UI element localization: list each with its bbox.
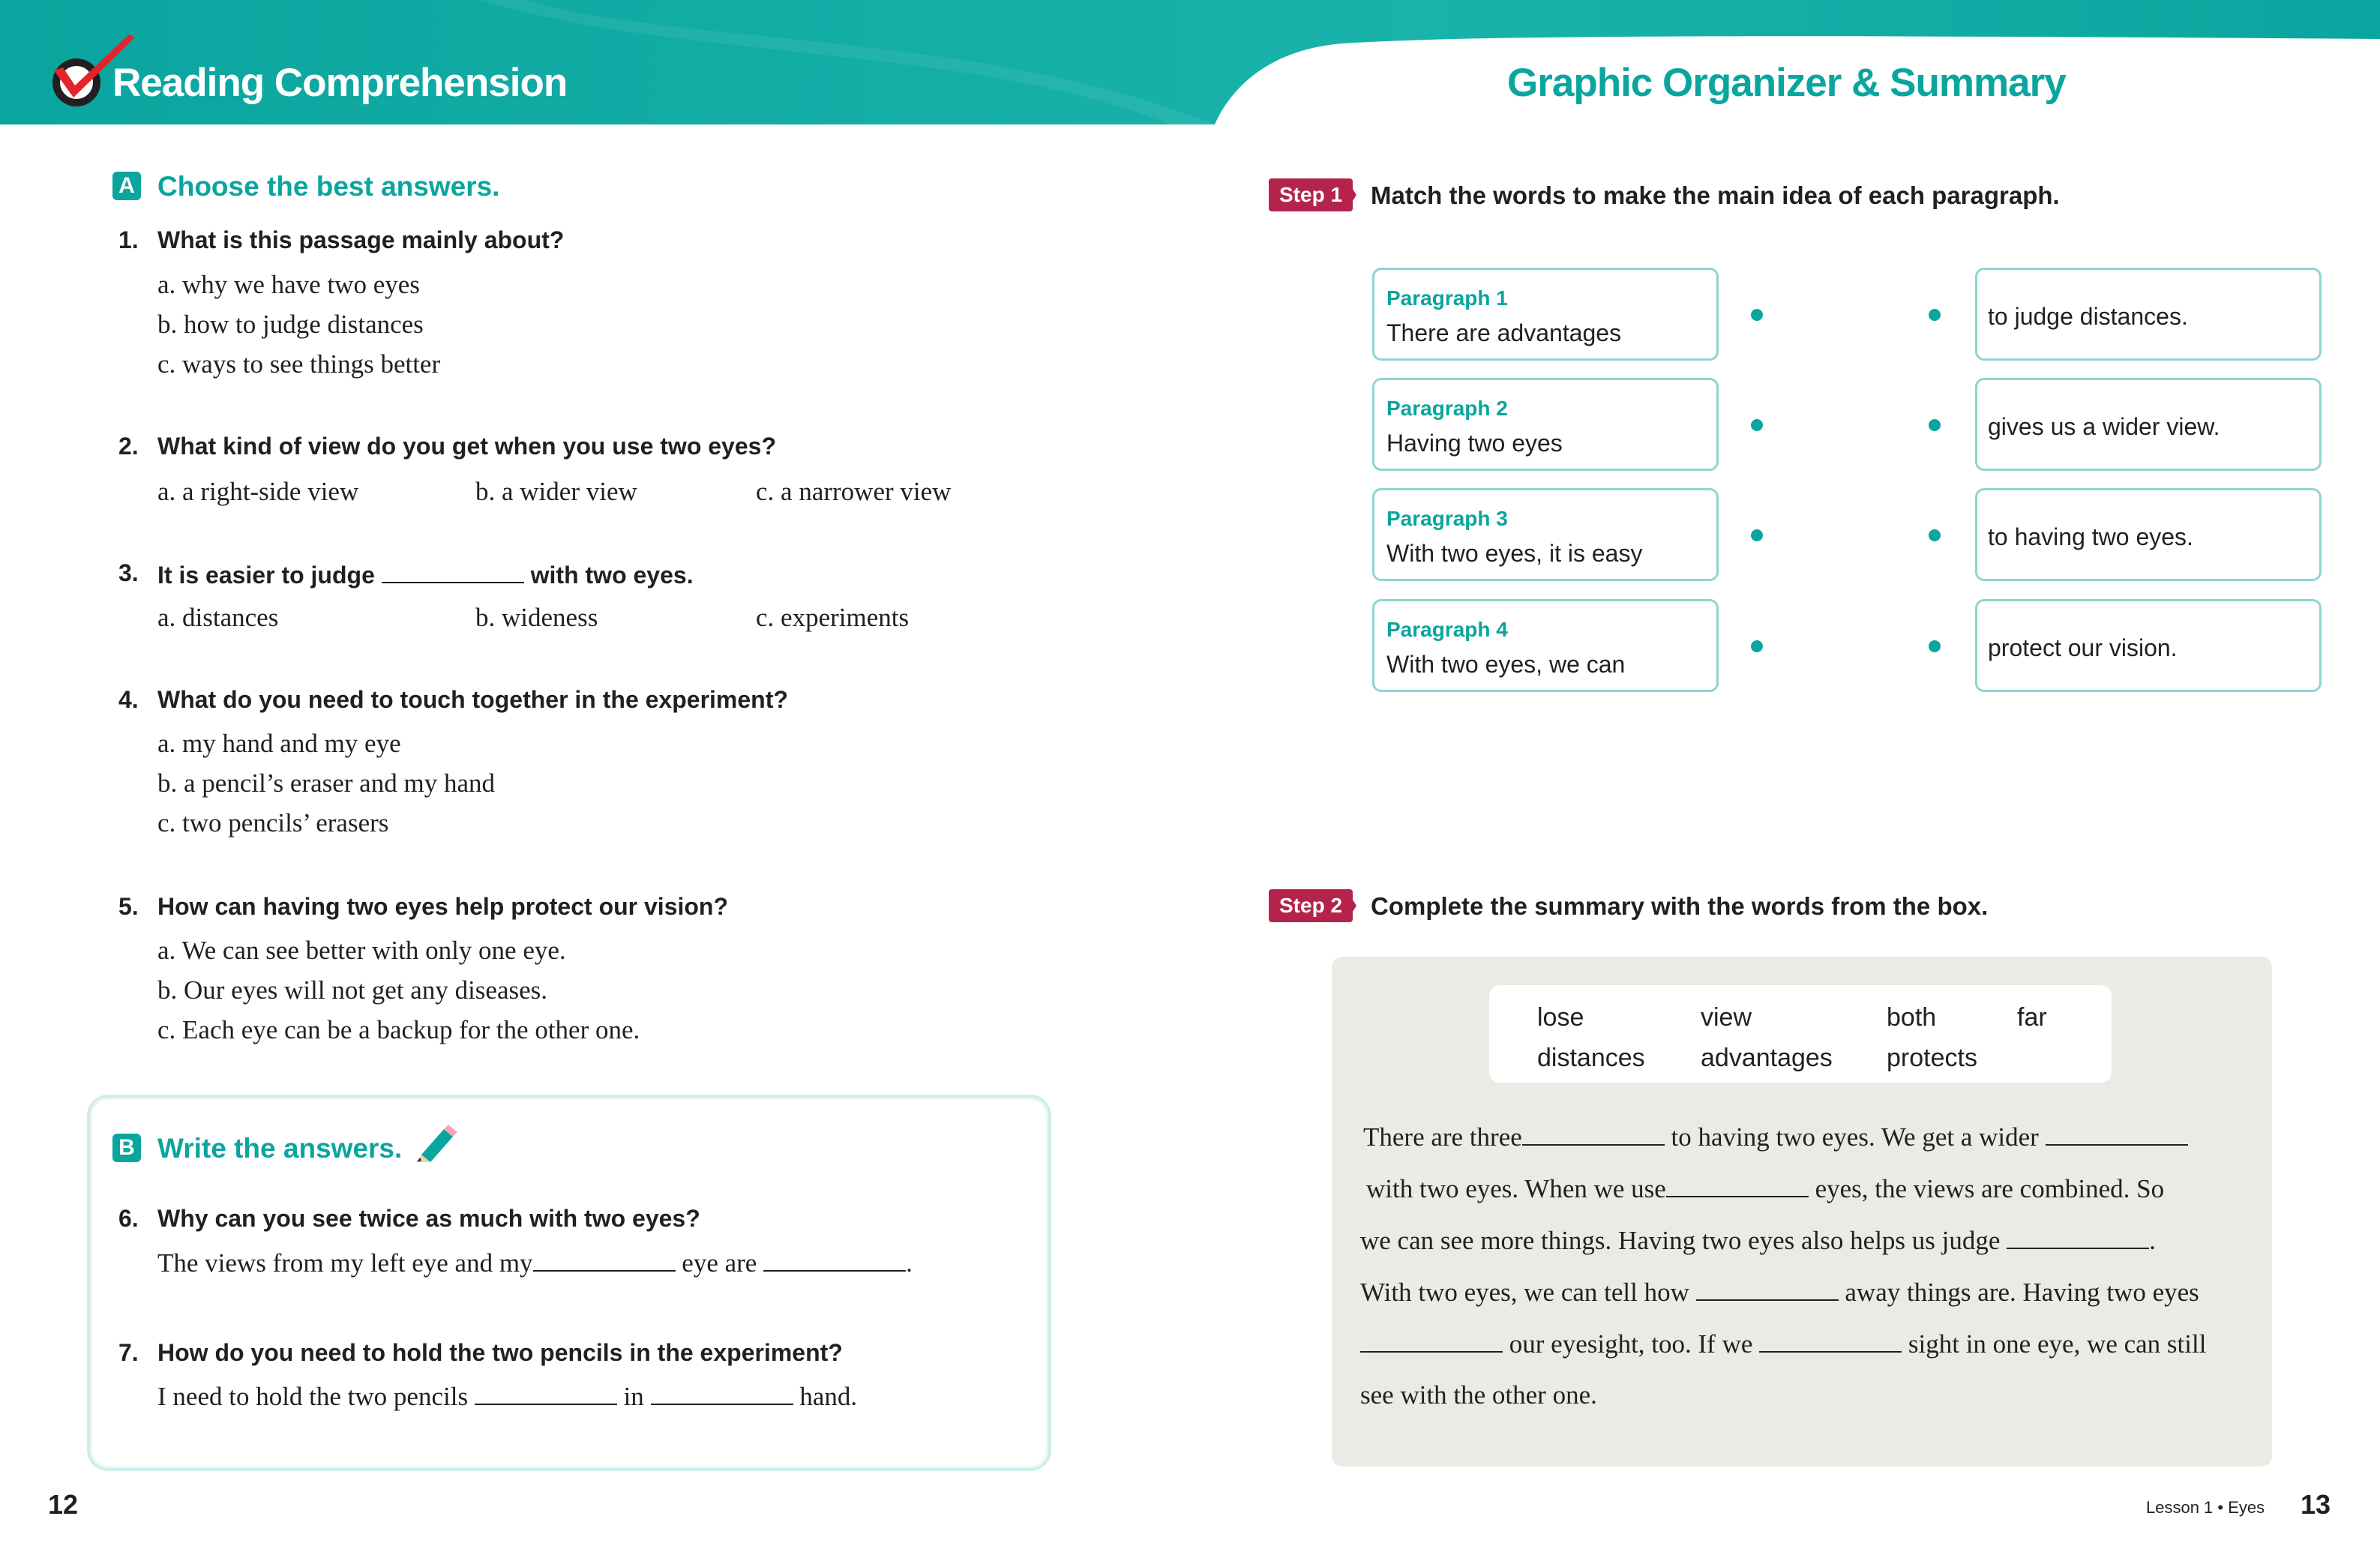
match-dot-right[interactable] (1929, 309, 1941, 321)
answer-option[interactable]: b. a pencil’s eraser and my hand (157, 769, 495, 798)
match-dot-left[interactable] (1751, 309, 1763, 321)
step-1-instruction: Match the words to make the main idea of each paragraph. (1371, 181, 2060, 209)
question-number: 2. (118, 433, 139, 460)
question-number: 3. (118, 559, 139, 586)
summary-text: see with the other one. (1360, 1380, 1597, 1410)
summary-line (1363, 1122, 2188, 1152)
paragraph-box-1 (1372, 268, 1719, 361)
match-dot-left[interactable] (1751, 529, 1763, 541)
answer-option[interactable]: a. We can see better with only one eye. (157, 936, 566, 965)
summary-line (1360, 1329, 2206, 1359)
paragraph-text: With two eyes, we can (1386, 651, 1626, 678)
ending-text: protect our vision. (1988, 634, 2178, 661)
ending-box-2 (1975, 378, 2322, 471)
question-number: 6. (118, 1205, 139, 1232)
summary-text: eyes, the views are combined. So (1815, 1174, 2165, 1203)
section-a-badge: A (112, 172, 141, 200)
summary-text: we can see more things. Having two eyes also helps us judge (1360, 1226, 2001, 1255)
answer-option[interactable]: b. wideness (475, 603, 598, 632)
fill-in-blank[interactable] (1759, 1329, 1902, 1353)
answer-option[interactable]: a. a right-side view (157, 477, 359, 506)
summary-line (1360, 1225, 2156, 1256)
fill-in-blank[interactable] (1522, 1122, 1665, 1146)
match-dot-right[interactable] (1929, 640, 1941, 652)
summary-text: . (2149, 1226, 2156, 1255)
ending-box-3 (1975, 488, 2322, 581)
answer-text: I need to hold the two pencils (157, 1382, 469, 1411)
question-text: How do you need to hold the two pencils in the experiment? (157, 1339, 843, 1366)
summary-text: With two eyes, we can tell how (1360, 1278, 1689, 1307)
paragraph-box-3 (1372, 488, 1719, 581)
answer-option[interactable]: c. experiments (756, 603, 910, 632)
summary-line (1360, 1380, 1597, 1410)
answer-option[interactable]: a. my hand and my eye (157, 729, 401, 758)
section-title-reading-comprehension: Reading Comprehension (112, 61, 568, 105)
question-number: 5. (118, 893, 139, 920)
answer-option[interactable]: a. why we have two eyes (157, 270, 420, 299)
pencil-icon (414, 1120, 459, 1162)
question-text (157, 559, 694, 589)
ending-text: gives us a wider view. (1988, 413, 2220, 440)
answer-sentence (157, 1381, 857, 1412)
answer-text: in (623, 1382, 644, 1411)
ending-box-4 (1975, 599, 2322, 692)
summary-text: There are three (1363, 1122, 1522, 1152)
question-text-after: with two eyes. (530, 562, 694, 589)
word-bank-item: view (1701, 1003, 1752, 1032)
word-bank-item: advantages (1701, 1044, 1833, 1072)
question-text-before: It is easier to judge (157, 562, 375, 589)
question-text: What do you need to touch together in the experiment? (157, 686, 788, 713)
word-bank-item: both (1887, 1003, 1937, 1032)
step-1-tag: Step 1 (1269, 178, 1353, 211)
paragraph-label: Paragraph 3 (1386, 507, 1508, 530)
section-b-title: Write the answers. (157, 1133, 403, 1164)
paragraph-label: Paragraph 2 (1386, 397, 1508, 420)
answer-option[interactable]: b. how to judge distances (157, 310, 424, 339)
ending-text: to judge distances. (1988, 303, 2188, 330)
answer-option[interactable]: b. a wider view (475, 477, 637, 506)
fill-in-blank[interactable] (382, 559, 524, 583)
page-number-left: 12 (48, 1489, 79, 1520)
fill-in-blank[interactable] (651, 1381, 793, 1405)
ending-box-1 (1975, 268, 2322, 361)
fill-in-blank[interactable] (2046, 1122, 2188, 1146)
paragraph-label: Paragraph 4 (1386, 618, 1508, 641)
match-dot-left[interactable] (1751, 419, 1763, 431)
question-text: How can having two eyes help protect our vision? (157, 893, 729, 920)
step-2-tag: Step 2 (1269, 889, 1353, 922)
word-bank-item: far (2017, 1003, 2047, 1032)
section-a-title: Choose the best answers. (157, 171, 500, 202)
answer-text: The views from my left eye and my (157, 1248, 533, 1278)
question-text: What kind of view do you get when you use two eyes? (157, 433, 776, 460)
section-b-badge: B (112, 1134, 141, 1162)
paragraph-text: Having two eyes (1386, 430, 1563, 457)
answer-sentence (157, 1248, 913, 1278)
summary-text: with two eyes. When we use (1366, 1174, 1666, 1203)
summary-text: sight in one eye, we can still (1908, 1329, 2207, 1359)
answer-option[interactable]: c. ways to see things better (157, 349, 441, 379)
word-bank-item: protects (1887, 1044, 1977, 1072)
answer-text: eye are (682, 1248, 757, 1278)
answer-option[interactable]: c. two pencils’ erasers (157, 808, 389, 837)
answer-option[interactable]: a. distances (157, 603, 279, 632)
word-bank-item: lose (1537, 1003, 1584, 1032)
summary-line (1360, 1277, 2199, 1308)
question-number: 4. (118, 686, 139, 713)
question-number: 7. (118, 1339, 139, 1366)
summary-text: away things are. Having two eyes (1845, 1278, 2199, 1307)
page-number-right: 13 (2301, 1489, 2331, 1520)
match-dot-right[interactable] (1929, 419, 1941, 431)
paragraph-label: Paragraph 1 (1386, 286, 1508, 310)
match-dot-right[interactable] (1929, 529, 1941, 541)
fill-in-blank[interactable] (2007, 1225, 2149, 1249)
step-2-arrow-icon (1346, 889, 1356, 922)
section-title-graphic-organizer: Graphic Organizer & Summary (1507, 61, 2066, 105)
paragraph-box-4 (1372, 599, 1719, 692)
fill-in-blank[interactable] (1696, 1277, 1839, 1301)
answer-text: . (906, 1248, 913, 1278)
paragraph-box-2 (1372, 378, 1719, 471)
step-1-arrow-icon (1346, 178, 1356, 211)
summary-text: to having two eyes. We get a wider (1671, 1122, 2039, 1152)
lesson-label: Lesson 1 • Eyes (2146, 1498, 2265, 1517)
paragraph-text: There are advantages (1386, 319, 1622, 346)
summary-text: our eyesight, too. If we (1509, 1329, 1753, 1359)
paragraph-text: With two eyes, it is easy (1386, 540, 1643, 567)
match-dot-left[interactable] (1751, 640, 1763, 652)
answer-option[interactable]: b. Our eyes will not get any diseases. (157, 975, 548, 1005)
answer-text: hand. (799, 1382, 858, 1411)
step-2-instruction: Complete the summary with the words from the box. (1371, 892, 1989, 920)
question-text: Why can you see twice as much with two eyes? (157, 1205, 700, 1232)
question-number: 1. (118, 226, 139, 253)
answer-option[interactable]: c. a narrower view (756, 477, 952, 506)
fill-in-blank[interactable] (1666, 1173, 1809, 1197)
question-text: What is this passage mainly about? (157, 226, 565, 253)
summary-line (1366, 1173, 2164, 1204)
fill-in-blank[interactable] (533, 1248, 676, 1272)
fill-in-blank[interactable] (1360, 1329, 1503, 1353)
word-bank-item: distances (1537, 1044, 1645, 1072)
fill-in-blank[interactable] (763, 1248, 906, 1272)
ending-text: to having two eyes. (1988, 523, 2193, 550)
answer-option[interactable]: c. Each eye can be a backup for the other one. (157, 1015, 640, 1044)
fill-in-blank[interactable] (475, 1381, 617, 1405)
